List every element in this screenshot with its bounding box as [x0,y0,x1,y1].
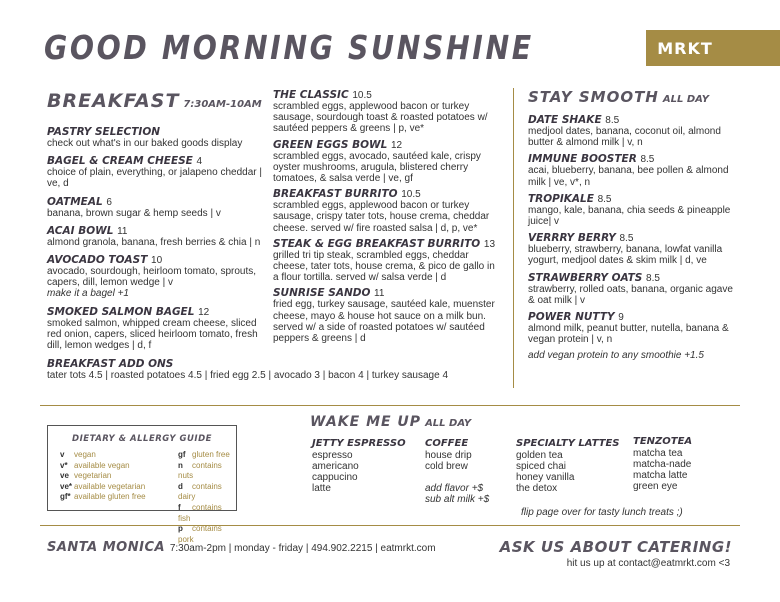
contact-line: hit us up at contact@eatmrkt.com <3 [566,558,730,569]
smoothies-heading [528,88,733,106]
item-desc: grilled tri tip steak, scrambled eggs, cheddar cheese, tater tots, house crema, & pico de gallo in a flour tortilla. served w/ salsa verde | d [273,249,495,284]
item-name: VERRRY BERRY [528,232,616,245]
drink-column-title: TENZOTEA [633,436,693,447]
legend-entry: n contains nuts [178,460,222,481]
drink-column [312,438,406,494]
item-price: 8.5 [640,154,655,166]
drink-item: matcha latte [633,470,688,481]
drink-item: green eye [633,481,678,492]
legend-entry: d contains dairy [178,481,222,502]
smoothies-title: STAY SMOOTH [528,88,659,106]
item-price: 13 [483,238,496,250]
menu-item [47,196,262,219]
legend-entry: gf gluten free [178,450,230,459]
menu-item [47,254,262,300]
breakfast-heading [47,90,262,112]
item-name: SUNRISE SANDO [273,287,371,300]
coffee-hours: ALL DAY [425,418,472,429]
item-price: 12 [198,306,210,318]
drink-item: honey vanilla [516,472,575,483]
footer-info: 7:30am-2pm | monday - friday | 494.902.2215 | eatmrkt.com [169,543,436,554]
section-divider [40,405,740,406]
item-name: THE CLASSIC [273,89,349,101]
addons-section [47,358,497,381]
item-desc: avocado, sourdough, heirloom tomato, sprouts, capers, dill, lemon wedge | v [47,266,257,289]
drink-column [425,438,489,505]
addons-heading: BREAKFAST ADD ONS [47,358,174,370]
menu-item [47,155,262,189]
item-name: PASTRY SELECTION [47,126,161,138]
drink-item: the detox [516,483,558,494]
legend-entry: ve* available vegetarian [60,481,146,491]
drink-item: golden tea [516,450,563,461]
drink-column [633,436,692,492]
item-desc: acai, blueberry, banana, bee pollen & almond milk | ve, v*, n [528,165,729,188]
logo-bar [724,30,780,66]
menu-item [528,193,733,227]
item-desc: choice of plain, everything, or jalapeno cheddar | ve, d [47,167,262,190]
item-desc: mango, kale, banana, chia seeds & pineapple juice| v [528,204,731,228]
footer-city: SANTA MONICA [47,540,166,555]
menu-item [528,311,733,345]
footer-divider [40,525,740,526]
item-name: POWER NUTTY [528,311,615,324]
brand-logo: MRKT [646,30,724,66]
mains-section [273,89,495,348]
item-note: make it a bagel +1 [47,288,129,300]
item-name: IMMUNE BOOSTER [528,153,637,166]
drink-item: cold brew [425,461,468,472]
drink-item: americano [312,461,359,472]
column-divider [513,88,514,388]
drink-item: latte [312,483,331,494]
menu-item [47,306,262,352]
item-price: 4 [196,156,203,168]
legend-right [178,450,236,545]
item-price: 11 [374,288,385,300]
item-name: ACAI BOWL [47,224,114,237]
item-price: 10 [151,255,163,267]
menu-item [273,287,495,344]
menu-item [47,225,262,248]
item-name: DATE SHAKE [528,114,602,126]
drink-column-title: COFFEE [425,438,469,449]
item-price: 6 [106,196,112,208]
breakfast-title: BREAKFAST [47,90,180,112]
drink-column-title: JETTY ESPRESSO [312,438,406,449]
item-desc: scrambled eggs, applewood bacon or turkey sausage, crispy tater tots, house crema, cheddar cheese. served w/ fire roasted salsa | d, p, ve* [273,200,490,234]
legend-left [60,450,146,503]
menu-item [528,114,733,148]
catering-banner: ASK US ABOUT CATERING! [499,538,732,556]
drink-note: add flavor +$ [425,483,484,494]
item-price: 8.5 [597,193,612,205]
menu-item [273,139,495,185]
drink-item: cappucino [312,472,358,483]
menu-item [528,153,733,187]
item-name: AVOCADO TOAST [47,254,148,267]
drink-column [516,438,619,494]
flip-note: flip page over for tasty lunch treats ;) [521,507,683,518]
smoothie-note: add vegan protein to any smoothie +1.5 [528,350,704,362]
menu-item [47,126,262,149]
dietary-legend [47,425,237,544]
breakfast-hours: 7:30AM-10AM [183,99,262,110]
item-desc: scrambled eggs, avocado, sautéed kale, crispy oyster mushrooms, arugula, blistered cherry tomatoes, & salsa verde | ve, gf [273,150,481,185]
breakfast-section [47,90,262,357]
drink-column-title: SPECIALTY LATTES [516,438,620,449]
item-price: 8.5 [605,115,620,126]
item-name: OATMEAL [47,195,103,208]
coffee-title: WAKE ME UP [310,414,422,430]
item-desc: banana, brown sugar & hemp seeds | v [47,207,221,219]
item-desc: almond milk, peanut butter, nutella, banana & vegan protein | v, n [528,323,729,346]
item-name: STRAWBERRY OATS [528,271,643,284]
addons-text: tater tots 4.5 | roasted potatoes 4.5 | fried egg 2.5 | avocado 3 | bacon 4 | turkey sausage 4 [47,370,449,381]
item-desc: smoked salmon, whipped cream cheese, sliced red onion, capers, sliced heirloom tomato, fresh dill, lemon wedges | d, f [47,317,258,352]
item-desc: scrambled eggs, applewood bacon or turkey sausage, sourdough toast & roasted potatoes w/ sautéed peppers & greens | p, ve* [273,101,488,135]
menu-item [273,89,495,135]
drink-item: espresso [312,450,353,461]
item-desc: strawberry, rolled oats, banana, organic agave & oat milk | v [528,283,733,306]
item-price: 8.5 [646,272,660,284]
item-price: 10.5 [352,90,372,101]
item-desc: check out what's in our baked goods display [47,138,243,149]
item-name: TROPIKALE [528,192,594,205]
legend-entry: f contains fish [178,502,222,523]
drink-item: matcha tea [633,448,683,459]
drink-note: sub alt milk +$ [425,494,490,505]
legend-entry: gf* available gluten free [60,492,146,502]
item-name: SMOKED SALMON BAGEL [47,305,195,318]
drink-item: house drip [425,450,472,461]
item-name: STEAK & EGG BREAKFAST BURRITO [273,237,481,250]
footer-location [47,540,436,555]
item-desc: fried egg, turkey sausage, sautéed kale, muenster cheese, mayo & house hot sauce on a milk bun. served w/ a side of roasted potatoes w/ sautéed peppers & greens | d [273,299,495,345]
item-desc: blueberry, strawberry, banana, lowfat vanilla yogurt, medjool dates & skim milk | d, ve [528,244,723,267]
item-price: 8.5 [619,233,634,245]
menu-item [528,272,733,306]
page-title: GOOD MORNING SUNSHINE [44,28,534,67]
legend-entry: p contains pork [178,524,222,544]
menu-item [528,232,733,266]
smoothies-section [528,88,733,362]
legend-entry: v* available vegan [60,460,130,470]
drink-item: matcha-nade [633,459,692,470]
item-price: 11 [117,225,128,237]
legend-entry: ve vegetarian [60,471,112,481]
coffee-heading [310,414,471,430]
smoothies-hours: ALL DAY [662,94,709,105]
menu-item [273,188,495,234]
item-price: 12 [390,139,403,151]
item-desc: almond granola, banana, fresh berries & chia | n [47,236,261,248]
drink-item: spiced chai [516,461,567,472]
item-price: 9 [618,312,624,324]
item-price: 10.5 [401,189,421,201]
menu-item [273,238,495,284]
item-desc: medjool dates, banana, coconut oil, almond butter & almond milk | v, n [528,126,721,149]
legend-entry: v vegan [60,450,96,459]
legend-title: DIETARY & ALLERGY GUIDE [72,434,212,444]
item-name: BREAKFAST BURRITO [273,188,398,201]
item-name: BAGEL & CREAM CHEESE [47,155,193,168]
item-name: GREEN EGGS BOWL [273,138,388,151]
